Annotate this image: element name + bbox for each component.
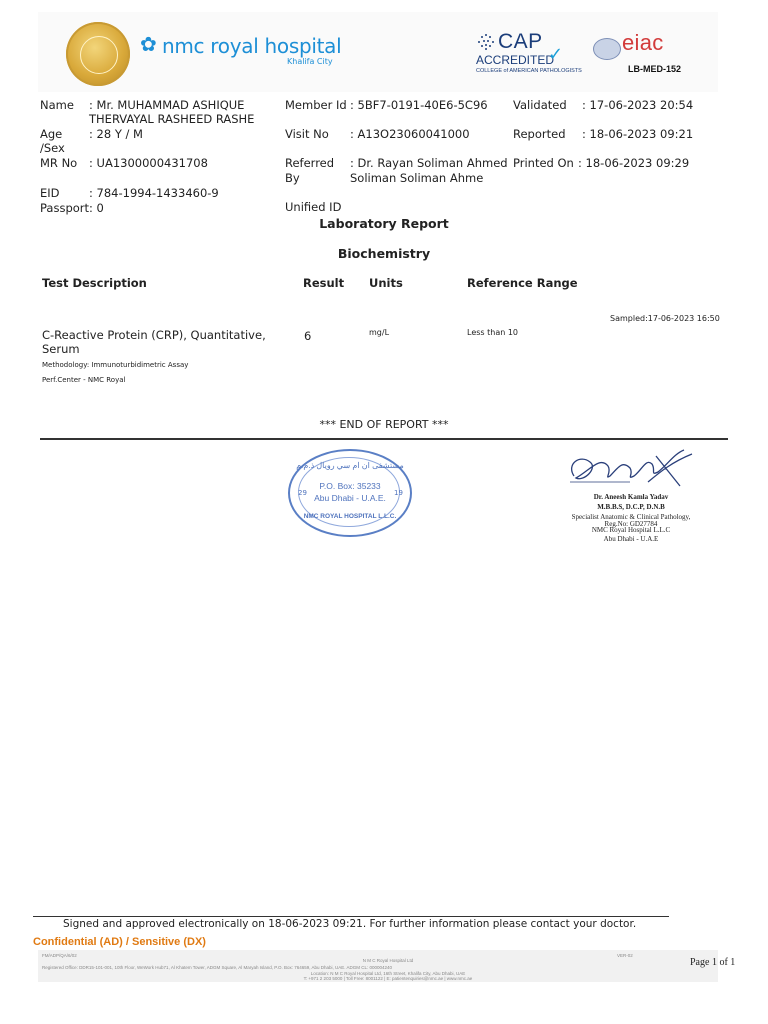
checkmark-icon: ✓ [548,44,564,65]
referred-value-line2: Soliman Soliman Ahme [350,171,484,185]
col-ref-header: Reference Range [467,276,578,290]
doctor-org: NMC Royal Hospital L.L.C [591,526,671,534]
visit-value: : A13O23060041000 [350,127,470,141]
test-name-line2: Serum [42,342,80,356]
printed-label: Printed On [513,156,574,170]
address-line3: T: +971 2 203 5000 | Toll Free: 8001122 | E: patientenquiries@nmc.ae | www.nmc.ae [303,976,473,981]
divider [40,438,728,440]
age-label: Age [40,127,63,141]
form-code: FM/ADP/QA/6/02 [42,953,77,958]
col-units-header: Units [369,276,403,290]
version: VER-02 [617,953,633,958]
member-value: : 5BF7-0191-40E6-5C96 [350,98,488,112]
validated-label: Validated [513,98,567,112]
validated-value: : 17-06-2023 20:54 [582,98,694,112]
eid-value: : 784-1994-1433460-9 [89,186,219,200]
cap-accredited: ACCREDITED [476,53,555,67]
address-line1: Registered Office: DDR15-101-001, 10th Floor, WeWork Hub71, Al Khatem Tower, ADGM Square, Al Maryah Island, P.O. Box: 764659, Abu Dhabi, UAE. ADGM CL: 000004240 [42,965,393,970]
stamp-bottom: NMC ROYAL HOSPITAL L.L.C. [303,513,397,520]
test-units: mg/L [369,328,390,337]
unified-label: Unified ID [285,200,342,214]
cap-title: CAP [498,30,543,53]
eid-label: EID [40,186,60,200]
cap-college: COLLEGE of AMERICAN PATHOLOGISTS [476,68,582,74]
sex-label: /Sex [40,141,65,155]
col-test-header: Test Description [42,276,147,290]
perf-center: Perf.Center - NMC Royal [42,376,126,384]
stamp-num-left: 29 [298,489,307,497]
visit-label: Visit No [285,127,329,141]
printed-value: : 18-06-2023 09:29 [578,156,690,170]
stamp-po-box: P.O. Box: 35233 [319,481,381,491]
referred-label-by: By [285,171,300,185]
hospital-stamp [288,449,412,537]
eiac-code: LB-MED-152 [628,64,682,74]
name-value-line2: THERVAYAL RASHEED RASHE [89,112,255,126]
name-value: : Mr. MUHAMMAD ASHIQUE [89,98,245,112]
sampled-time: Sampled:17-06-2023 16:50 [610,314,720,323]
hospital-branch: Khalifa City [287,57,333,66]
age-value: : 28 Y / M [89,127,143,141]
eiac-title: eiac [622,30,664,55]
signature-icon [560,446,700,494]
report-title: Laboratory Report [319,216,449,231]
company-name: N M C Royal Hospital Ltd [362,958,414,963]
doctor-reg: Reg.No: GD27784 [604,520,658,528]
passport-label: Passport: 0 [40,201,104,215]
reported-value: : 18-06-2023 09:21 [582,127,694,141]
footer-rule [33,916,669,917]
mrno-value: : UA1300000431708 [89,156,208,170]
nmc-logo-icon: ✿ [140,32,157,56]
doctor-city: Abu Dhabi - U.A.E [603,535,659,543]
jci-seal-icon [66,22,130,86]
page-number: Page 1 of 1 [690,957,736,968]
doctor-degrees: M.B.B.S, D.C.P, D.N.B [597,503,665,511]
hospital-name: nmc royal hospital [162,34,342,58]
stamp-arabic: مستشفى ان ام سي رويال ذ.م.م [296,461,404,470]
doctor-name: Dr. Aneesh Kamla Yadav [593,493,669,501]
stamp-num-right: 19 [394,489,403,497]
cap-globe-icon [476,32,496,52]
address-line2: Location: N M C Royal Hospital Ltd, 16th Street, Khalifa City, Abu Dhabi, UAE [310,971,466,976]
doctor-title: Specialist Anatomic & Clinical Pathology, [571,513,691,521]
eiac-emblem-icon [593,38,621,60]
referred-label: Referred [285,156,335,170]
signed-note: Signed and approved electronically on 18-06-2023 09:21. For further information please contact your doctor. [63,918,637,930]
col-result-header: Result [303,276,345,290]
mrno-label: MR No [40,156,78,170]
name-label: Name [40,98,74,112]
reported-label: Reported [513,127,566,141]
test-reference: Less than 10 [467,328,519,337]
section-title: Biochemistry [337,246,431,261]
methodology: Methodology: Immunoturbidimetric Assay [42,361,189,369]
referred-value: : Dr. Rayan Soliman Ahmed [350,156,508,170]
test-result: 6 [304,329,312,343]
confidential-label: Confidential (AD) / Sensitive (DX) [33,936,206,948]
stamp-city: Abu Dhabi - U.A.E. [314,493,386,503]
test-name: C-Reactive Protein (CRP), Quantitative, [42,328,266,342]
end-of-report: *** END OF REPORT *** [319,418,449,431]
member-label: Member Id [285,98,347,112]
